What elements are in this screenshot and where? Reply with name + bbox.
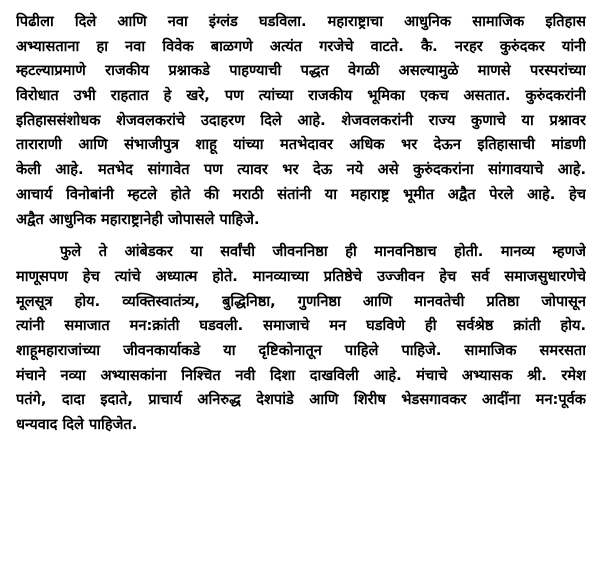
paragraph-1 — [16, 10, 586, 232]
text-line: माणूसपण हेच त्यांचे अध्यात्म होते. मानव्याच्या प्रतिष्ठेचे उज्जीवन हेच सर्व समाजसुधारणेचे — [16, 267, 586, 285]
text-line: केली आहे. मतभेद सांगावेत पण त्यावर भर देऊ नये असे कुरुंदकरांना सांगावयाचे आहे. — [16, 161, 586, 179]
text-line: विरोधात उभी राहतात हे खरे, पण त्यांच्या राजकीय भूमिका एकच असतात. कुरुंदकरांनी — [16, 87, 586, 105]
text-line: त्यांनी समाजात मन:क्रांती घडवली. समाजाचे मन घडविणे ही सर्वश्रेष्ठ क्रांती होय. — [16, 317, 586, 335]
text-line: मूलसूत्र होय. व्यक्तिस्वातंत्र्य, बुद्धिनिष्ठा, गुणनिष्ठा आणि मानवतेची प्रतिष्ठा जोपासून — [16, 292, 586, 310]
text-line: शाहूमहाराजांच्या जीवनकार्याकडे या दृष्टिकोनातून पाहिले पाहिजे. सामाजिक समरसता — [16, 341, 586, 359]
text-line: म्हटल्याप्रमाणे राजकीय प्रश्नाकडे पाहण्याची पद्धत वेगळी असल्यामुळे माणसे परस्परांच्या — [16, 62, 586, 80]
text-line: अद्वैत आधुनिक महाराष्ट्रानेही जोपासले पाहिजे. — [16, 210, 260, 228]
text-line: आचार्य विनोबांनी म्हटले होते की मराठी संतांनी या महाराष्ट्र भूमीत अद्वैत पेरले आहे. हेच — [16, 185, 586, 203]
text-line: पतंगे, दादा इदाते, प्राचार्य अनिरुद्ध देशपांडे आणि शिरीष भेडसगावकर आदींना मन:पूर्वक — [16, 391, 586, 409]
text-line: धन्यवाद दिले पाहिजेत. — [16, 416, 138, 433]
text-line: पिढीला दिले आणि नवा इंग्लंड घडविला. महाराष्ट्राचा आधुनिक सामाजिक इतिहास — [16, 13, 586, 30]
paragraph-2 — [16, 240, 586, 438]
text-line: फुले ते आंबेडकर या सर्वांची जीवननिष्ठा ही मानवनिष्ठाच होती. मानव्य म्हणजे — [60, 243, 586, 261]
document-page — [16, 10, 586, 438]
text-line: इतिहाससंशोधक शेजवलकरांचे उदाहरण दिले आहे. शेजवलकरांनी राज्य कुणाचे या प्रश्नावर — [16, 111, 586, 129]
text-line: अभ्यासताना हा नवा विवेक बाळगणे अत्यंत गरजेचे वाटते. कै. नरहर कुरुंदकर यांनी — [16, 37, 586, 55]
text-line: ताराराणी आणि संभाजीपुत्र शाहू यांच्या मतभेदावर अधिक भर देऊन इतिहासाची मांडणी — [16, 136, 586, 154]
text-line: मंचाने नव्या अभ्यासकांना निश्चित नवी दिशा दाखविली आहे. मंचाचे अभ्यासक श्री. रमेश — [16, 366, 586, 384]
